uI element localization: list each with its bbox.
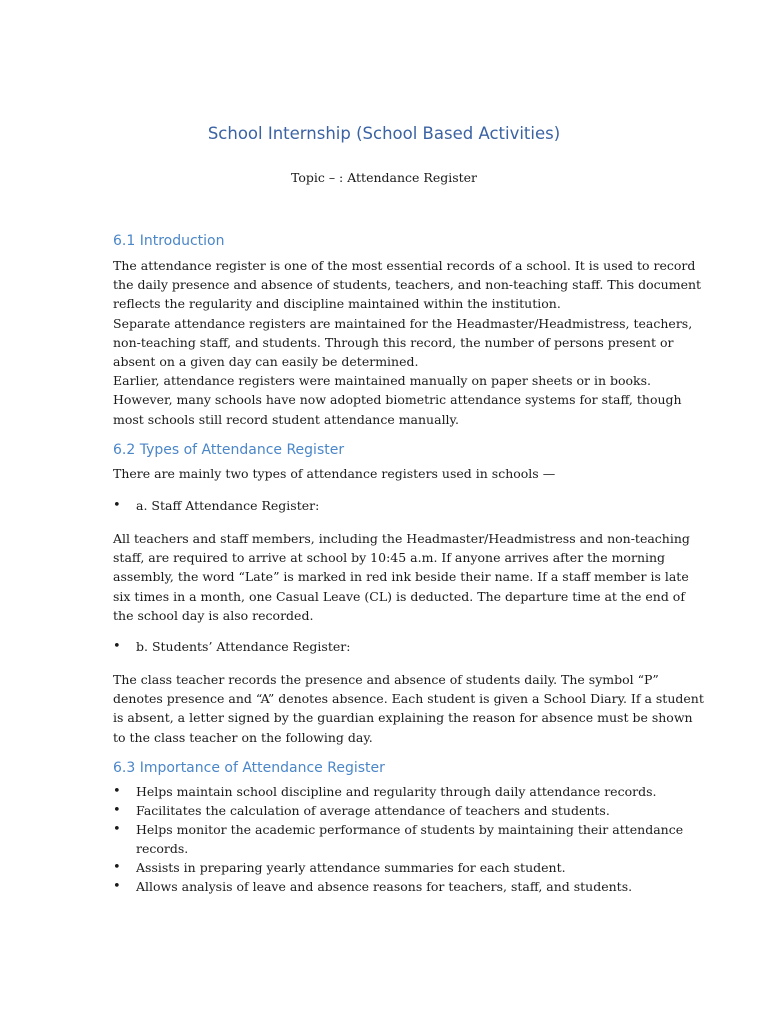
introduction-paragraph (113, 256, 702, 429)
document-topic: Topic – : Attendance Register (290, 170, 478, 185)
list-item-text: Allows analysis of leave and absence reasons for teachers, staff, and students. (136, 879, 633, 894)
text-line: Earlier, attendance registers were maintained manually on paper sheets or in books. (113, 373, 652, 389)
bullet-icon: • (113, 639, 121, 654)
text-line: staff, are required to arrive at school by 10:45 a.m. If anyone arrives after the morning (113, 550, 666, 566)
list-item-text: Assists in preparing yearly attendance summaries for each student. (136, 860, 566, 875)
types-intro (113, 464, 658, 483)
text-line: is absent, a letter signed by the guardian explaining the reason for absence must be shown (113, 710, 693, 726)
text-line: most schools still record student attendance manually. (113, 411, 459, 427)
list-item-text: b. Students’ Attendance Register: (136, 639, 351, 654)
section-heading-types: 6.2 Types of Attendance Register (113, 442, 345, 458)
text-line: the daily presence and absence of students, teachers, and non-teaching staff. This document (113, 277, 702, 293)
bullet-icon: • (113, 860, 121, 875)
text-line: absent on a given day can easily be determined. (113, 353, 419, 369)
text-line: non-teaching staff, and students. Through this record, the number of persons present or (113, 334, 674, 350)
list-item-text: Facilitates the calculation of average attendance of teachers and students. (136, 803, 610, 818)
text-line: six times in a month, one Casual Leave (CL) is deducted. The departure time at the end of (113, 588, 685, 604)
text-line: reflects the regularity and discipline maintained within the institution. (113, 296, 561, 312)
list-item-text: a. Staff Attendance Register: (136, 498, 320, 513)
bullet-icon: • (113, 803, 121, 818)
section-heading-introduction: 6.1 Introduction (113, 233, 225, 249)
bullet-icon: • (113, 784, 121, 799)
list-item-text: Helps monitor the academic performance of students by maintaining their attendance (136, 822, 684, 837)
text-line: the school day is also recorded. (113, 607, 314, 623)
text-line: assembly, the word “Late” is marked in red ink beside their name. If a staff member is late (113, 569, 689, 585)
text-line: The class teacher records the presence and absence of students daily. The symbol “P” (113, 672, 659, 687)
list-item-text: records. (136, 841, 189, 856)
list-item-text: Helps maintain school discipline and regularity through daily attendance records. (136, 784, 657, 799)
staff-register-paragraph (113, 529, 690, 625)
text-line: There are mainly two types of attendance registers used in schools — (113, 466, 556, 481)
text-line: denotes presence and “A” denotes absence. Each student is given a School Diary. If a student (113, 691, 704, 707)
bullet-icon: • (113, 822, 121, 837)
text-line: to the class teacher on the following day. (113, 729, 373, 745)
bullet-icon: • (113, 879, 121, 894)
document-title: School Internship (School Based Activities) (207, 124, 561, 143)
section-heading-importance: 6.3 Importance of Attendance Register (113, 760, 385, 776)
student-register-paragraph (113, 670, 704, 747)
text-line: However, many schools have now adopted biometric attendance systems for staff, though (113, 392, 682, 408)
text-line: All teachers and staff members, including the Headmaster/Headmistress and non-teaching (113, 531, 690, 546)
bullet-icon: • (113, 498, 121, 513)
text-line: Separate attendance registers are maintained for the Headmaster/Headmistress, teachers, (113, 315, 693, 331)
text-line: The attendance register is one of the most essential records of a school. It is used to record (113, 258, 696, 273)
